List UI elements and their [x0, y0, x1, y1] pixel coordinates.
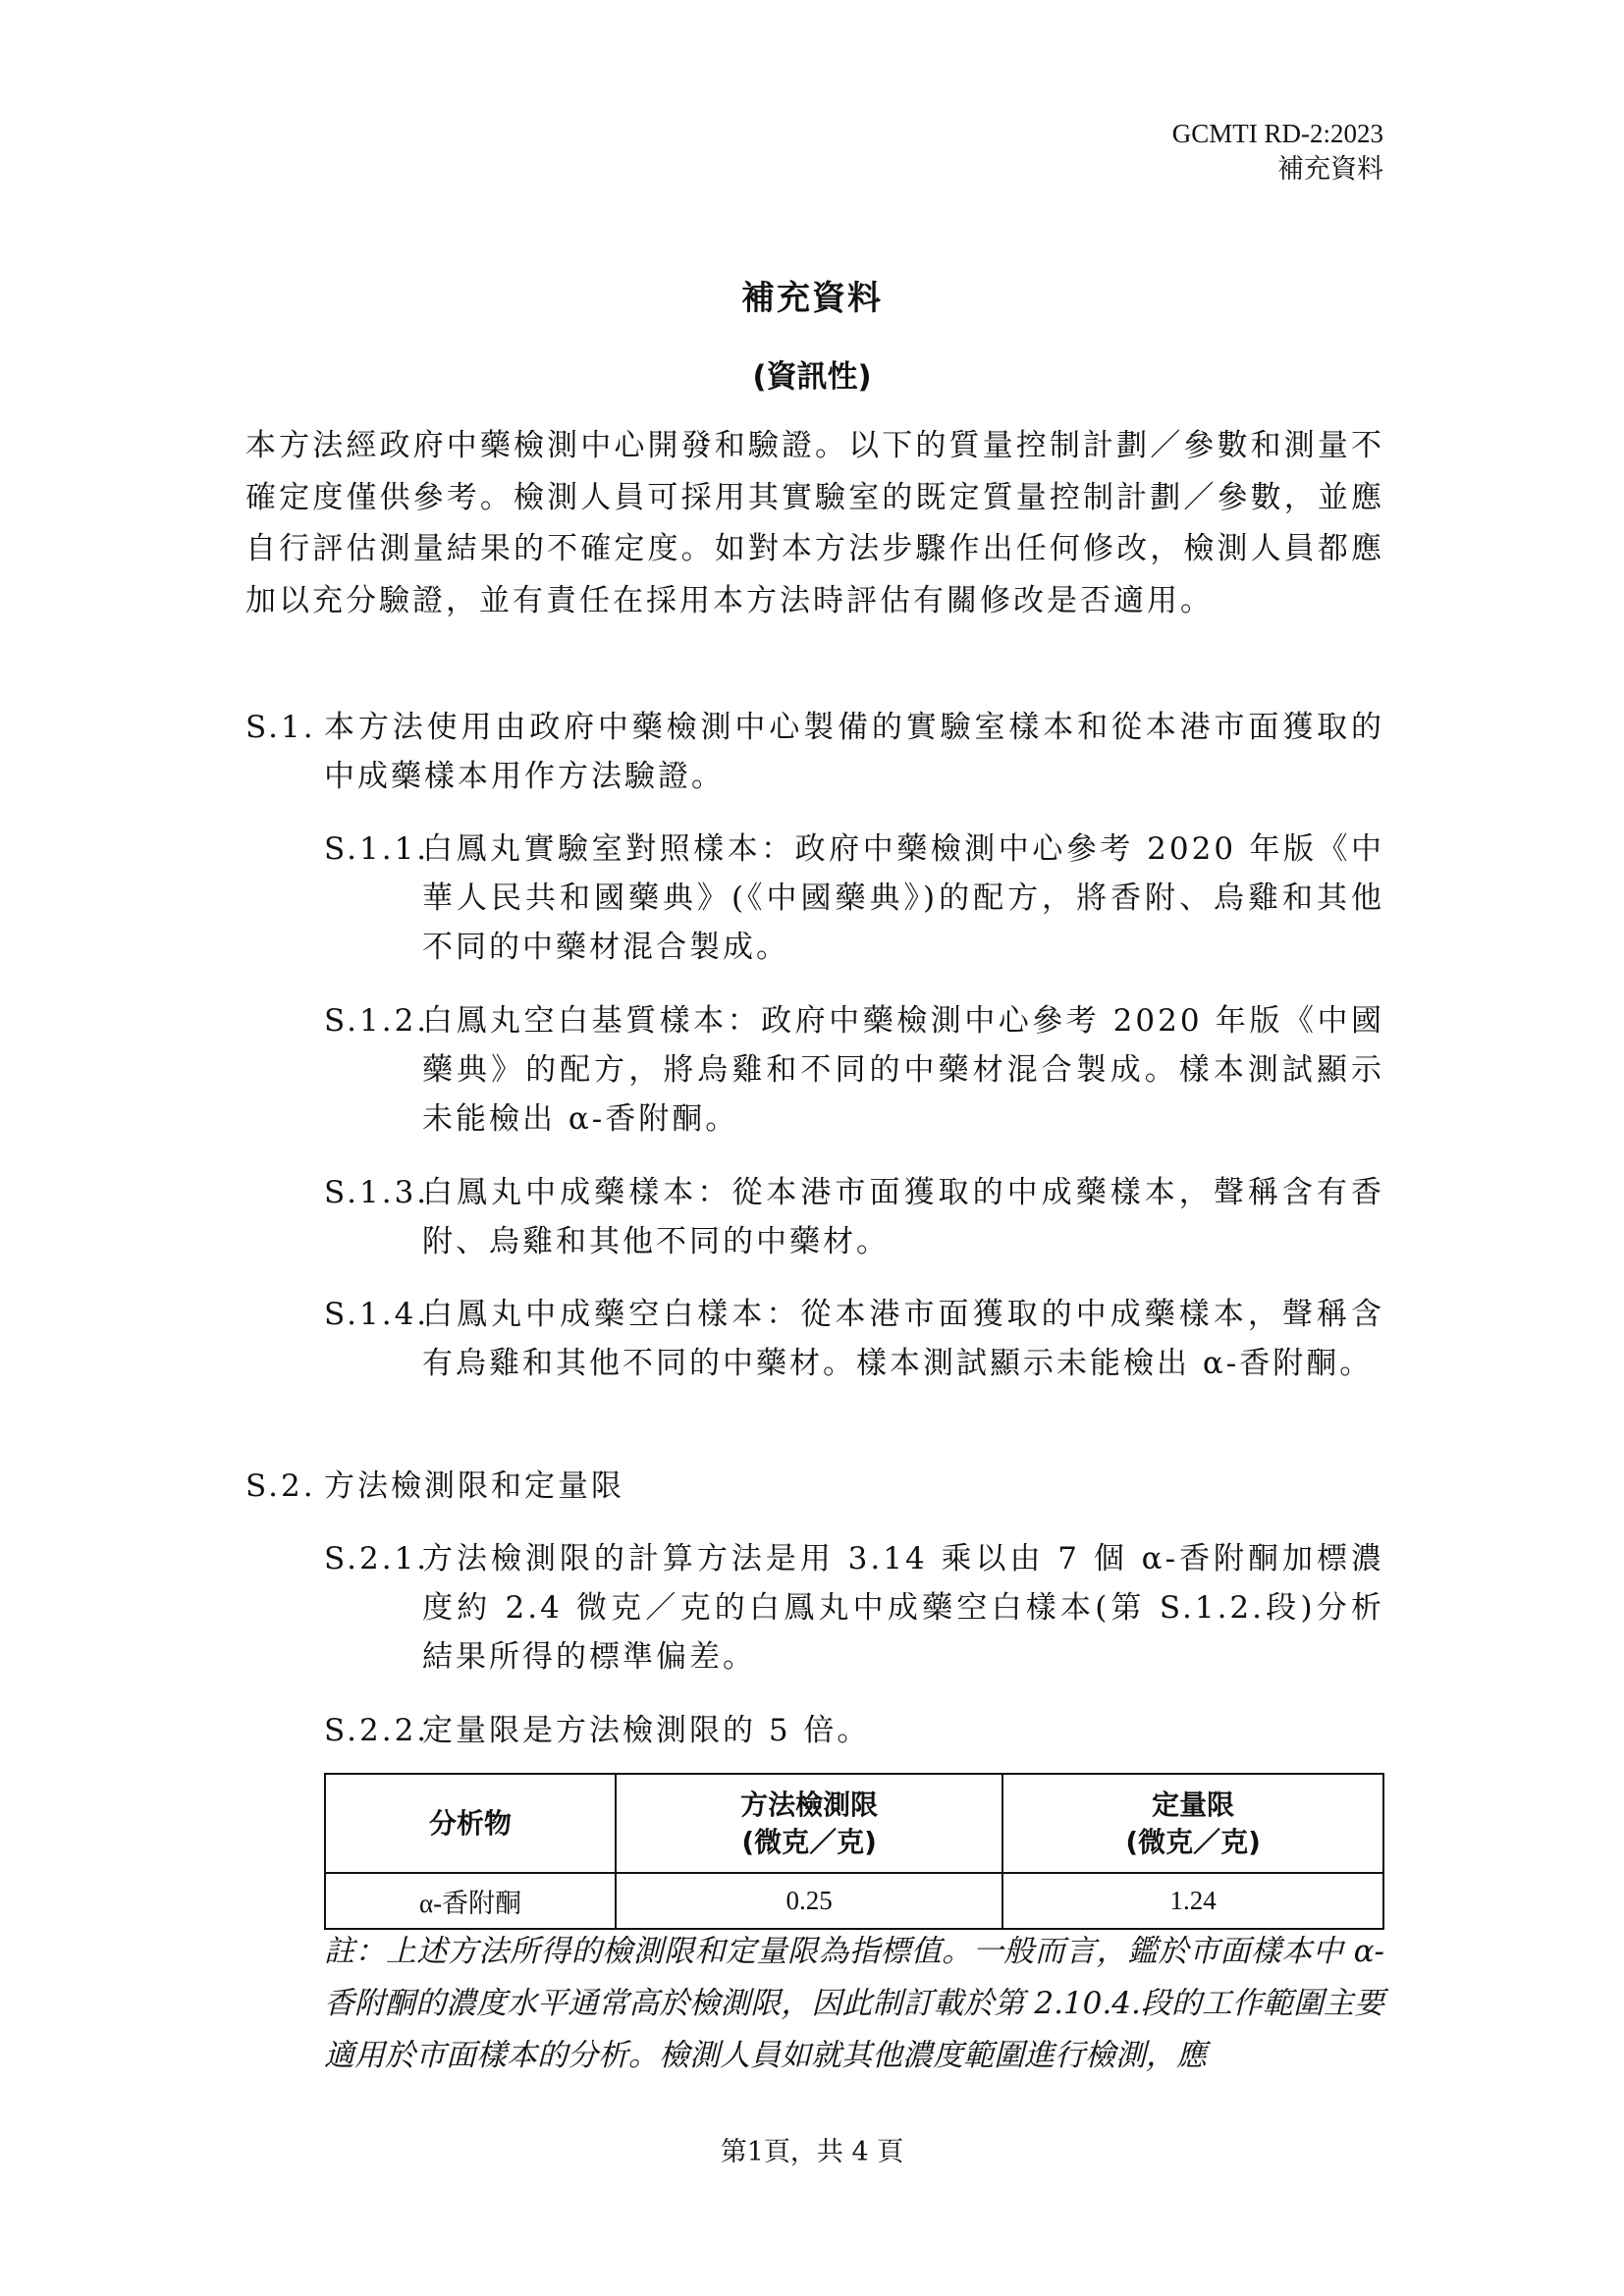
section-number: S.1.1.	[324, 831, 430, 867]
section-text: 本方法使用由政府中藥檢測中心製備的實驗室樣本和從本港市面獲取的中成藥樣本用作方法驗證。	[324, 710, 1384, 794]
document-header	[1172, 116, 1383, 187]
section-text: 白鳳丸空白基質樣本：政府中藥檢測中心參考 2020 年版《中國藥典》的配方，將烏雞和不同的中藥材混合製成。樣本測試顯示未能檢出 α-香附酮。	[422, 1003, 1384, 1137]
page-subtitle: (資訊性)	[752, 359, 872, 395]
section-number: S.1.4.	[324, 1297, 430, 1332]
document-code: GCMTI RD-2:2023	[1171, 119, 1383, 148]
section-number: S.2.2.	[324, 1713, 430, 1748]
table-cell-loq: 1.24	[1002, 1873, 1383, 1929]
section-s2-2	[324, 1706, 1384, 1755]
section-text: 白鳳丸中成藥樣本：從本港市面獲取的中成藥樣本，聲稱含有香附、烏雞和其他不同的中藥材。	[422, 1175, 1384, 1259]
table-header-loq-label: 定量限	[1152, 1788, 1235, 1821]
page-number: 第1頁，共 4 頁	[720, 2137, 904, 2167]
section-number: S.1.3.	[324, 1175, 430, 1210]
table-header-analyte: 分析物	[325, 1774, 616, 1873]
section-text: 白鳳丸實驗室對照樣本：政府中藥檢測中心參考 2020 年版《中華人民共和國藥典》(《中國藥典》)的配方，將香附、烏雞和其他不同的中藥材混合製成。	[422, 831, 1384, 965]
table-header-loq-unit: (微克／克)	[1125, 1825, 1261, 1858]
table-header-mdl-label: 方法檢測限	[740, 1788, 879, 1821]
table-header-mdl	[616, 1774, 1002, 1873]
intro-paragraph: 本方法經政府中藥檢測中心開發和驗證。以下的質量控制計劃／參數和測量不確定度僅供參考。檢測人員可採用其實驗室的既定質量控制計劃／參數，並應自行評估測量結果的不確定度。如對本方法步驟作出任何修改，檢測人員都應加以充分驗證，並有責任在採用本方法時評估有關修改是否適用。	[245, 428, 1384, 618]
section-text: 方法檢測限和定量限	[324, 1468, 624, 1504]
table-cell-mdl: 0.25	[616, 1873, 1002, 1929]
section-s1-3	[324, 1168, 1384, 1266]
section-number: S.2.1.	[324, 1541, 430, 1576]
section-s1-4	[324, 1290, 1384, 1388]
table-header-loq	[1002, 1774, 1383, 1873]
page-title: 補充資料	[741, 279, 883, 318]
table-cell-analyte: α-香附酮	[325, 1873, 616, 1929]
section-s1	[245, 703, 1384, 801]
section-s1-2	[324, 996, 1384, 1144]
section-number: S.1.2.	[324, 1003, 430, 1039]
table-row	[325, 1873, 1383, 1929]
section-number: S.2.	[245, 1468, 316, 1504]
section-text: 方法檢測限的計算方法是用 3.14 乘以由 7 個 α-香附酮加標濃度約 2.4 微克／克的白鳳丸中成藥空白樣本(第 S.1.2.段)分析結果所得的標準偏差。	[422, 1541, 1384, 1675]
section-number: S.1.	[245, 710, 316, 745]
table-header-mdl-unit: (微克／克)	[741, 1825, 877, 1858]
section-s2-1	[324, 1534, 1384, 1682]
section-s1-1	[324, 825, 1384, 972]
table-header-row	[325, 1774, 1383, 1873]
section-s2	[245, 1462, 1384, 1511]
header-label: 補充資料	[1277, 154, 1383, 184]
section-text: 白鳳丸中成藥空白樣本：從本港市面獲取的中成藥樣本，聲稱含有烏雞和其他不同的中藥材。樣本測試顯示未能檢出 α-香附酮。	[422, 1297, 1384, 1381]
table-note: 註：上述方法所得的檢測限和定量限為指標值。一般而言，鑑於市面樣本中 α-香附酮的濃度水平通常高於檢測限，因此制訂載於第 2.10.4.段的工作範圍主要適用於市面樣本的分析。檢測人員如就其他濃度範圍進行檢測，應	[324, 1934, 1384, 2073]
section-text: 定量限是方法檢測限的 5 倍。	[422, 1713, 871, 1748]
detection-limits-table	[324, 1773, 1384, 1930]
